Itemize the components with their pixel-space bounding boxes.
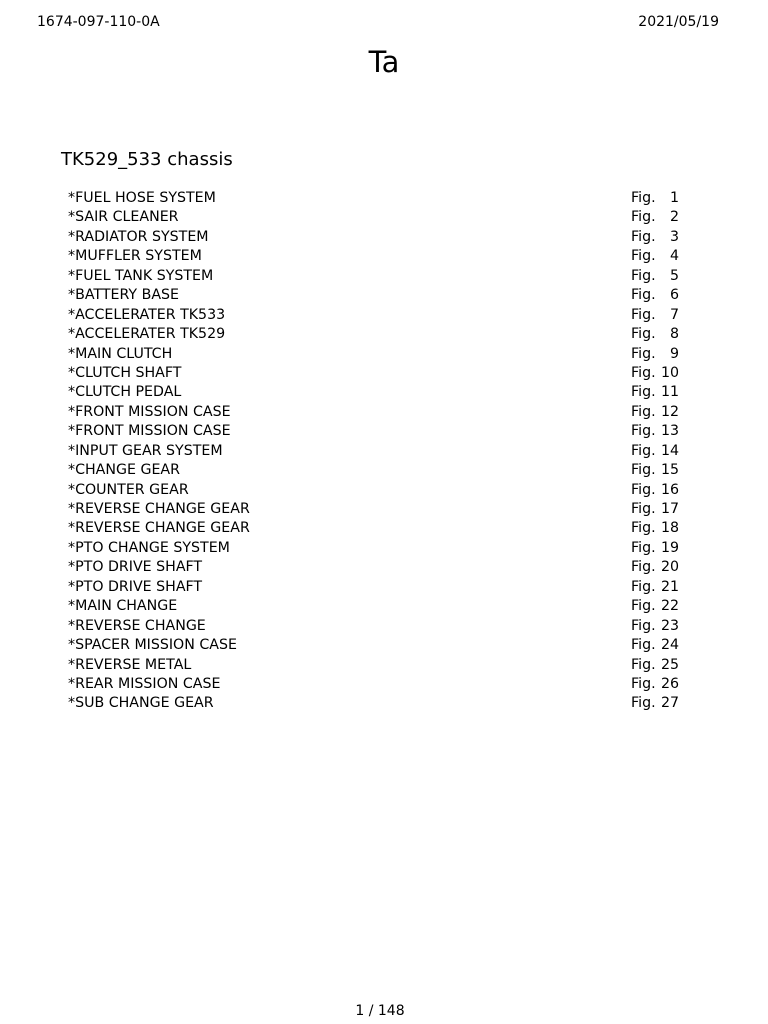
toc-entry-fig-number: 26 — [660, 675, 679, 692]
toc-entry[interactable] — [68, 519, 688, 538]
toc-entry[interactable] — [68, 325, 688, 344]
toc-entry-fig-number: 21 — [660, 578, 679, 595]
toc-entry-fig-number: 10 — [660, 364, 679, 381]
toc-entry-fig-prefix: Fig. — [631, 364, 656, 381]
toc-entry-fig-prefix: Fig. — [631, 423, 656, 440]
toc-entry-label: *CHANGE GEAR — [68, 462, 180, 479]
toc-entry[interactable] — [68, 656, 688, 675]
toc-entry-label: *BATTERY BASE — [68, 287, 180, 304]
page-title: Ta — [368, 45, 400, 79]
toc-entry-fig-number: 12 — [660, 403, 679, 420]
toc-entry[interactable] — [68, 617, 688, 636]
toc-entry[interactable] — [68, 383, 688, 402]
page-number: 1 / 148 — [355, 1003, 405, 1019]
toc-entry[interactable] — [68, 461, 688, 480]
toc-entry[interactable] — [68, 267, 688, 286]
toc-entry-fig-prefix: Fig. — [631, 462, 656, 479]
toc-entry-fig-prefix: Fig. — [631, 403, 656, 420]
toc-entry-fig-number: 23 — [660, 617, 679, 634]
toc-entry-fig-prefix: Fig. — [631, 287, 656, 304]
toc-entry-fig-number: 13 — [660, 423, 679, 440]
toc-entry-label: *MAIN CHANGE — [68, 598, 178, 615]
toc-entry-label: *PTO DRIVE SHAFT — [68, 559, 203, 576]
table-of-contents — [68, 189, 688, 714]
toc-entry-label: *MAIN CLUTCH — [68, 345, 173, 362]
toc-entry-fig-number: 15 — [660, 462, 679, 479]
toc-entry-label: *REAR MISSION CASE — [68, 675, 221, 692]
toc-entry-fig-prefix: Fig. — [631, 617, 656, 634]
toc-entry-fig-number: 7 — [669, 306, 679, 323]
toc-entry-fig-number: 5 — [669, 267, 679, 284]
toc-entry-label: *INPUT GEAR SYSTEM — [68, 442, 223, 459]
toc-entry-label: *REVERSE CHANGE GEAR — [68, 520, 250, 537]
toc-entry[interactable] — [68, 208, 688, 227]
toc-entry-fig-number: 3 — [669, 228, 679, 245]
toc-entry[interactable] — [68, 597, 688, 616]
toc-entry-label: *SUB CHANGE GEAR — [68, 695, 214, 712]
toc-entry-fig-number: 6 — [669, 287, 679, 304]
toc-entry-fig-number: 14 — [660, 442, 679, 459]
toc-entry[interactable] — [68, 422, 688, 441]
toc-entry-label: *FRONT MISSION CASE — [68, 423, 231, 440]
toc-entry-fig-number: 22 — [660, 598, 679, 615]
toc-entry-label: *RADIATOR SYSTEM — [68, 228, 209, 245]
toc-entry-fig-number: 27 — [660, 695, 679, 712]
toc-entry[interactable] — [68, 694, 688, 713]
toc-entry-fig-number: 11 — [660, 384, 679, 401]
toc-entry-fig-prefix: Fig. — [631, 228, 656, 245]
toc-entry-label: *FRONT MISSION CASE — [68, 403, 231, 420]
toc-entry-label: *SAIR CLEANER — [68, 209, 179, 226]
toc-entry-fig-prefix: Fig. — [631, 598, 656, 615]
toc-entry-fig-prefix: Fig. — [631, 209, 656, 226]
toc-entry-label: *MUFFLER SYSTEM — [68, 248, 202, 265]
toc-entry-label: *CLUTCH SHAFT — [68, 364, 182, 381]
toc-entry-fig-prefix: Fig. — [631, 520, 656, 537]
toc-entry[interactable] — [68, 403, 688, 422]
toc-entry-fig-prefix: Fig. — [631, 559, 656, 576]
toc-entry-fig-number: 1 — [669, 190, 679, 206]
toc-entry-fig-number: 16 — [660, 481, 679, 498]
toc-entry-fig-prefix: Fig. — [631, 501, 656, 517]
toc-entry[interactable] — [68, 539, 688, 558]
toc-entry-fig-number: 25 — [660, 656, 679, 673]
document-date: 2021/05/19 — [638, 14, 719, 30]
toc-entry-label: *PTO CHANGE SYSTEM — [68, 539, 230, 556]
toc-entry[interactable] — [68, 500, 688, 519]
toc-entry-fig-number: 17 — [660, 501, 679, 517]
toc-entry-fig-prefix: Fig. — [631, 326, 656, 343]
toc-entry-fig-number: 8 — [669, 326, 679, 343]
toc-entry-fig-prefix: Fig. — [631, 384, 656, 401]
toc-entry-label: *COUNTER GEAR — [68, 481, 189, 498]
toc-entry-label: *CLUTCH PEDAL — [68, 384, 182, 401]
toc-entry-label: *FUEL HOSE SYSTEM — [68, 190, 216, 206]
toc-entry-label: *PTO DRIVE SHAFT — [68, 578, 203, 595]
toc-entry[interactable] — [68, 286, 688, 305]
toc-entry-fig-number: 4 — [669, 248, 679, 265]
toc-entry-fig-prefix: Fig. — [631, 539, 656, 556]
toc-entry-label: *SPACER MISSION CASE — [68, 637, 237, 654]
toc-entry-fig-prefix: Fig. — [631, 190, 656, 206]
toc-entry-fig-number: 18 — [660, 520, 679, 537]
toc-entry[interactable] — [68, 481, 688, 500]
toc-entry-fig-number: 20 — [660, 559, 679, 576]
toc-entry-fig-prefix: Fig. — [631, 675, 656, 692]
toc-entry-fig-prefix: Fig. — [631, 695, 656, 712]
toc-entry-label: *ACCELERATER TK529 — [68, 326, 226, 343]
toc-entry[interactable] — [68, 345, 688, 364]
toc-entry-label: *REVERSE CHANGE — [68, 617, 206, 634]
toc-entry[interactable] — [68, 442, 688, 461]
toc-entry[interactable] — [68, 578, 688, 597]
toc-entry[interactable] — [68, 675, 688, 694]
toc-entry-fig-prefix: Fig. — [631, 481, 656, 498]
toc-entry[interactable] — [68, 306, 688, 325]
toc-entry-fig-number: 9 — [669, 345, 679, 362]
toc-entry-label: *FUEL TANK SYSTEM — [68, 267, 214, 284]
toc-entry-fig-prefix: Fig. — [631, 345, 656, 362]
toc-entry-fig-prefix: Fig. — [631, 442, 656, 459]
toc-entry-fig-prefix: Fig. — [631, 637, 656, 654]
toc-entry-label: *REVERSE METAL — [68, 656, 192, 673]
toc-entry-fig-prefix: Fig. — [631, 248, 656, 265]
toc-entry[interactable] — [68, 364, 688, 383]
toc-entry-fig-prefix: Fig. — [631, 656, 656, 673]
section-title: TK529_533 chassis — [61, 149, 233, 170]
document-id: 1674-097-110-0A — [37, 14, 160, 30]
toc-entry-label: *REVERSE CHANGE GEAR — [68, 501, 250, 517]
toc-entry[interactable] — [68, 247, 688, 266]
toc-entry[interactable] — [68, 228, 688, 247]
toc-entry-label: *ACCELERATER TK533 — [68, 306, 226, 323]
toc-entry[interactable] — [68, 189, 688, 208]
toc-entry-fig-prefix: Fig. — [631, 267, 656, 284]
toc-entry-fig-number: 19 — [660, 539, 679, 556]
toc-entry-fig-number: 24 — [660, 637, 679, 654]
toc-entry-fig-prefix: Fig. — [631, 578, 656, 595]
toc-entry[interactable] — [68, 558, 688, 577]
toc-entry-fig-prefix: Fig. — [631, 306, 656, 323]
toc-entry[interactable] — [68, 636, 688, 655]
toc-entry-fig-number: 2 — [669, 209, 679, 226]
